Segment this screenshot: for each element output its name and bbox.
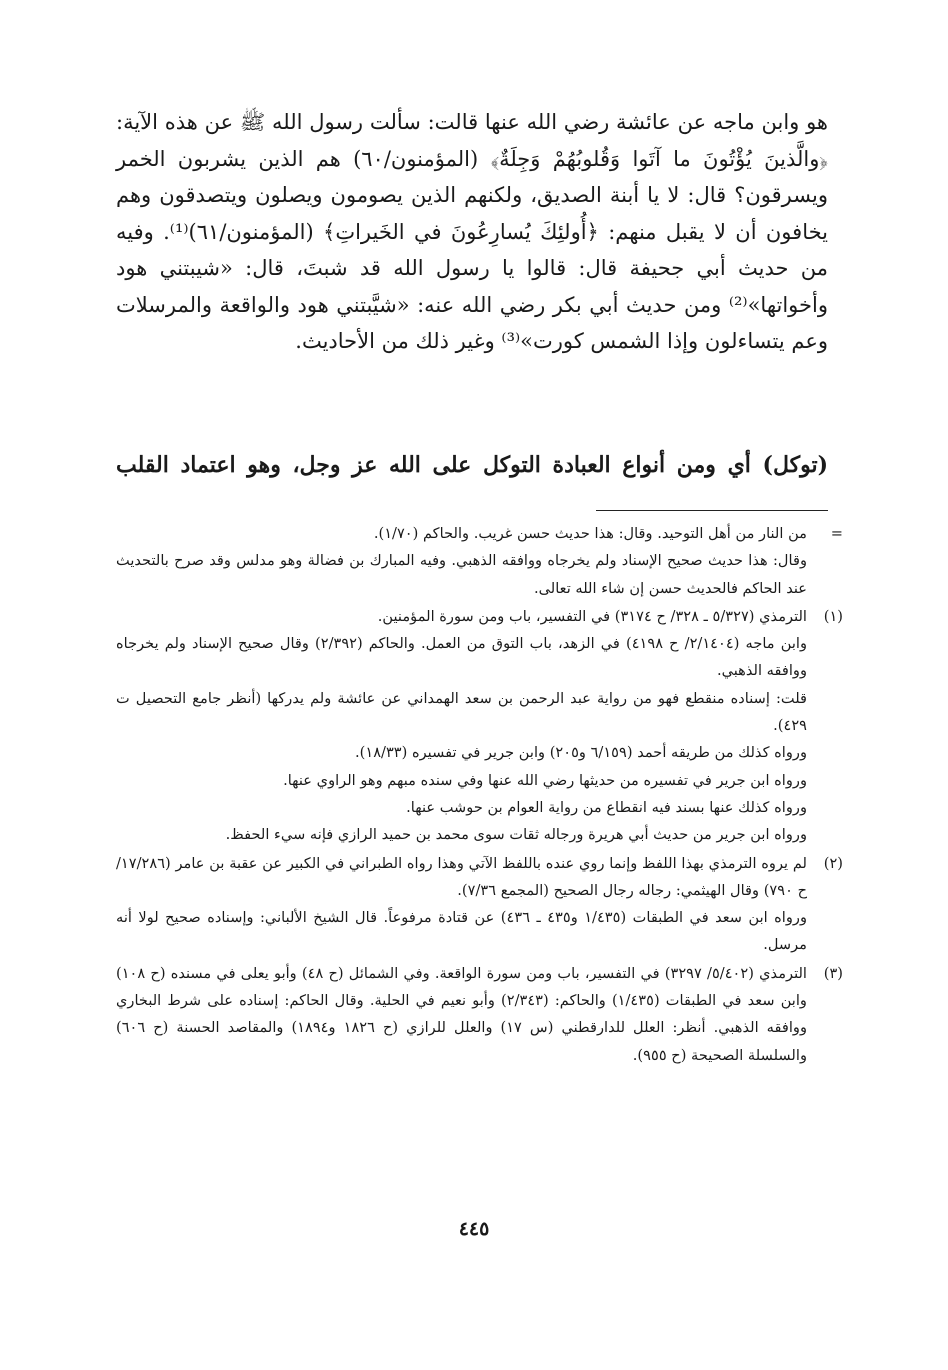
footnote-continuation: [116, 520, 843, 602]
footnote-number: (٣): [823, 964, 843, 982]
footnote-text: [116, 603, 807, 849]
footnote-number: (١): [823, 607, 843, 625]
footnote-text: [116, 520, 807, 602]
footnote-line: ورواه ابن جرير من حديث أبي هريرة ورجاله ثقات سوى محمد بن حميد الرازي فإنه سيء الحفظ.: [225, 826, 807, 844]
footnote-number: (٢): [823, 854, 843, 872]
footnote-1: [116, 603, 843, 849]
footnote-2: [116, 850, 843, 959]
section-heading: (توكل) أي ومن أنواع العبادة التوكل على الله عز وجل، وهو اعتماد القلب: [116, 452, 828, 478]
footnote-line: وقال: هذا حديث صحيح الإسناد ولم يخرجاه ووافقه الذهبي. وفيه المبارك بن فضالة وهو مدلس وقد صرح بالتحديث عند الحاكم فالحديث حسن إن شاء الله تعالى.: [116, 552, 807, 597]
footnote-3: [116, 960, 843, 1069]
footnote-line: ورواه كذلك من طريقه أحمد (٦/١٥٩ و٢٠٥) وابن جرير في تفسيره (١٨/٣٣).: [355, 744, 807, 762]
page-number: ٤٤٥: [458, 1218, 490, 1240]
footnote-separator: [596, 510, 828, 511]
footnote-line: لم يروه الترمذي بهذا اللفظ وإنما روي عنده باللفظ الآتي وهذا رواه الطبراني في الكبير عن عقبة بن عامر (١٧/٢٨٦/ ح ٧٩٠) وقال الهيثمي: رجاله رجال الصحيح (المجمع ٧/٣٦).: [116, 854, 807, 899]
footnote-line: ورواه كذلك عنها بسند فيه انقطاع من رواية العوام بن حوشب عنها.: [406, 798, 807, 816]
main-paragraph: هو وابن ماجه عن عائشة رضي الله عنها قالت: سألت رسول الله ﷺ عن هذه الآية: ﴿والَّذينَ يُؤْتُونَ ما آتَوا وَقُلوبُهُمْ وَجِلَةٌ﴾ (المؤمنون/٦٠) هم الذين يشربون الخمر ويسرقون؟ قال: لا يا أبنة الصديق، ولكنهم الذين يصومون ويصلون ويتصدقون وهم يخافون أن لا يقبل منهم: ﴿أُولئِكَ يُسارِعُونَ في الخَيراتِ﴾ (المؤمنون/٦١)⁽¹⁾. وفيه من حديث أبي جحيفة قال: قالوا يا رسول الله قد شبتَ، قال: «شيبتني هود وأخواتها»⁽²⁾ ومن حديث أبي بكر رضي الله عنه: «شيَّبتني هود والواقعة والمرسلات وعم يتساءلون وإذا الشمس كورت»⁽³⁾ وغير ذلك من الأحاديث.: [116, 110, 829, 353]
footnote-line: الترمذي (٥/٤٠٢/ ٣٢٩٧) في التفسير، باب ومن سورة الواقعة. وفي الشمائل (ح ٤٨) وأبو يعلى في مسنده (ح ١٠٨) وابن سعد في الطبقات (١/٤٣٥) والحاكم: (٢/٣٤٣) وأبو نعيم في الحلية. وقال الحاكم: إسناده على شرط البخاري ووافقه الذهبي. أنظر: العلل للدارقطني (س ١٧) والعلل للرازي (ح ١٨٢٦ و١٨٩٤) والمقاصد الحسنة (ح ٦٠٦) والسلسلة الصحيحة (ح ٩٥٥).: [116, 964, 808, 1064]
footnote-line: الترمذي (٥/٣٢٧ ـ ٣٢٨/ ح ٣١٧٤) في التفسير، باب ومن سورة المؤمنين.: [377, 607, 807, 625]
footnote-number: =: [830, 525, 843, 542]
footnote-line: قلت: إسناده منقطع فهو من رواية عبد الرحمن بن سعد الهمداني عن عائشة ولم يدركها (أنظر جامع التحصيل ت ٤٢٩).: [116, 689, 807, 735]
footnote-line: ورواه ابن سعد في الطبقات (١/٤٣٥ و٤٣٥ ـ ٤٣٦) عن قتادة مرفوعاً. قال الشيخ الألباني: وإسناده صحيح لولا أنه مرسل.: [116, 909, 807, 954]
footnote-line: من النار من أهل التوحيد. وقال: هذا حديث حسن غريب. والحاكم (١/٧٠).: [373, 525, 807, 542]
footnote-text: [116, 960, 807, 1069]
footnote-line: وابن ماجه (٢/١٤٠٤/ ح ٤١٩٨) في الزهد، باب التوق من العمل. والحاكم (٢/٣٩٢) وقال صحيح الإسناد ولم يخرجاه ووافقه الذهبي.: [116, 635, 807, 680]
main-text: [116, 104, 828, 360]
footnote-line: ورواه ابن جرير في تفسيره من حديثها رضي الله عنها وفي سنده مبهم وهو الراوي عنها.: [283, 771, 807, 789]
footnote-text: [116, 850, 807, 959]
footnotes: [116, 520, 843, 1070]
